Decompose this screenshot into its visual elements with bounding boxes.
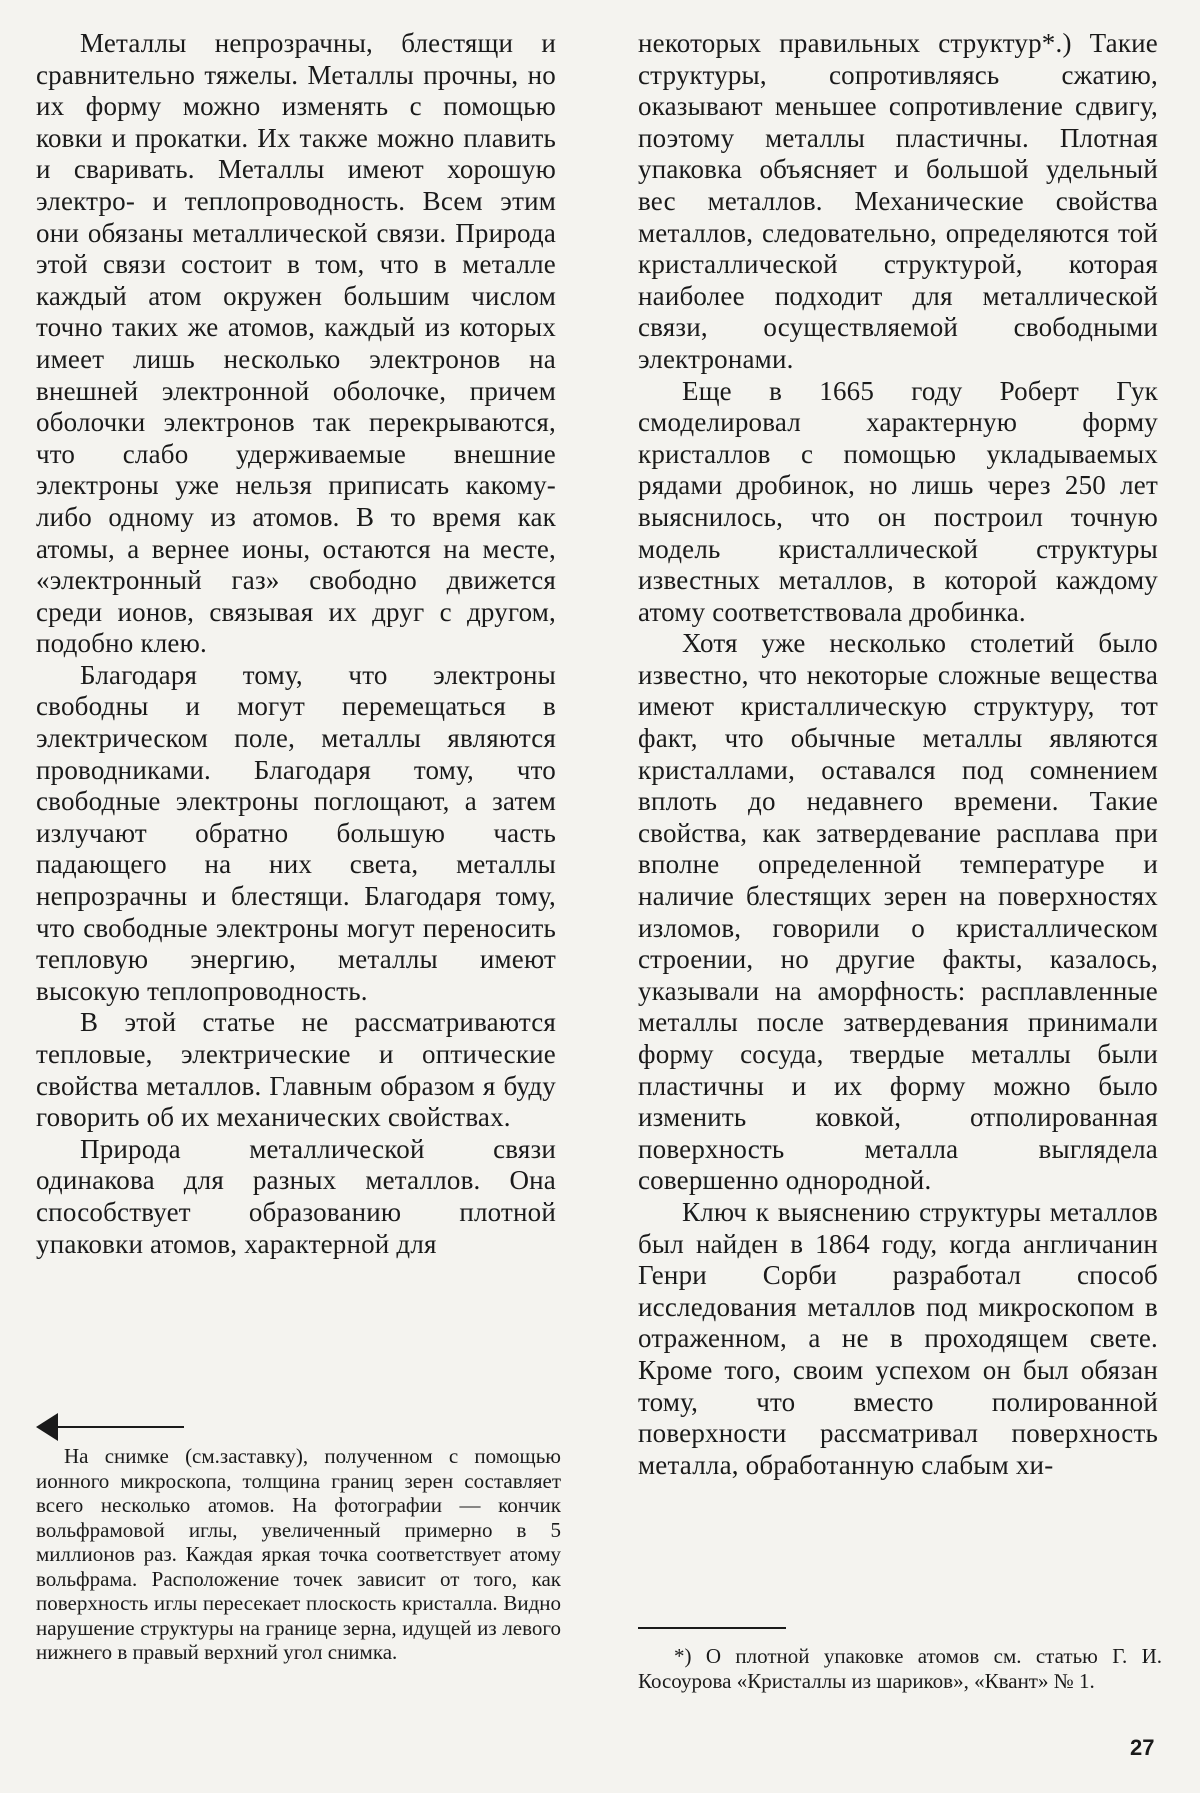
- paragraph: Природа металлической связи одинакова для разных металлов. Она способствует образованию плотной упаковки атомов, характерной для: [36, 1133, 556, 1259]
- paragraph: Хотя уже несколько столетий было известно, что некоторые сложные вещества имеют кристаллическую структуру, тот факт, что обычные металлы являются кристаллами, оставался под сомнением вплоть до недавнего времени. Такие свойства, как затвердевание расплава при вполне определенной температуре и наличие блестящих зерен на поверхностях изломов, говорили о кристаллическом строении, но другие факты, казалось, указывали на аморфность: расплавленные металлы после затвердевания принимали форму сосуда, твердые металлы были пластичны и их форму можно было изменить ковкой, отполированная поверхность металла выглядела совершенно однородной.: [638, 628, 1158, 1196]
- right-column: [638, 28, 1158, 1481]
- photo-caption: На снимке (см.заставку), полученном с помощью ионного микроскопа, толщина границ зерен составляет всего несколько атомов. На фотографии — кончик вольфрамовой иглы, увеличенный примерно в 5 миллионов раз. Каждая яркая точка соответствует атому вольфрама. Расположение точек зависит от того, как поверхность иглы пересекает плоскость кристалла. Видно нарушение структуры на границе зерна, идущей из левого нижнего в правый верхний угол снимка.: [36, 1444, 561, 1664]
- paragraph: В этой статье не рассматриваются тепловые, электрические и оптические свойства металлов. Главным образом я буду говорить об их механических свойствах.: [36, 1007, 556, 1133]
- footnote: *) О плотной упаковке атомов см. статью Г. И. Косоурова «Кристаллы из шариков», «Квант» № 1.: [638, 1644, 1162, 1693]
- page-number: 27: [1130, 1735, 1155, 1760]
- paragraph: Еще в 1665 году Роберт Гук смоделировал характерную форму кристаллов с помощью укладываемых рядами дробинок, но лишь через 250 лет выяснилось, что он построил точную модель кристаллической структуры известных металлов, в которой каждому атому соответствовала дробинка.: [638, 375, 1158, 627]
- footnote-divider: [638, 1627, 786, 1629]
- paragraph: Ключ к выяснению структуры металлов был найден в 1864 году, когда англичанин Генри Сорби разработал способ исследования металлов под микроскопом в отраженном, а не в проходящем свете. Кроме того, своим успехом он был обязан тому, что вместо полированной поверхности рассматривал поверхность металла, обработанную слабым хи-: [638, 1196, 1158, 1480]
- paragraph: Благодаря тому, что электроны свободны и могут перемещаться в электрическом поле, металлы являются проводниками. Благодаря тому, что свободные электроны поглощают, а затем излучают обратно большую часть падающего на них света, металлы непрозрачны и блестящи. Благодаря тому, что свободные электроны могут переносить тепловую энергию, металлы имеют высокую теплопроводность.: [36, 659, 556, 1006]
- left-column: [36, 28, 556, 1260]
- paragraph-continuation: некоторых правильных структур*.) Такие структуры, сопротивляясь сжатию, оказывают меньшее сопротивление сдвигу, поэтому металлы пластичны. Плотная упаковка объясняет и большой удельный вес металлов. Механические свойства металлов, следовательно, определяются той кристаллической структурой, которая наиболее подходит для металлической связи, осуществляемой свободными электронами.: [638, 28, 1158, 374]
- paragraph: Металлы непрозрачны, блестящи и сравнительно тяжелы. Металлы прочны, но их форму можно изменять с помощью ковки и прокатки. Их также можно плавить и сваривать. Металлы имеют хорошую электро- и теплопроводность. Всем этим они обязаны металлической связи. Природа этой связи состоит в том, что в металле каждый атом окружен большим числом точно таких же атомов, каждый из которых имеет лишь несколько электронов на внешней электронной оболочке, причем оболочки электронов так перекрываются, что слабо удерживаемые внешние электроны уже нельзя приписать какому-либо одному из атомов. В то время как атомы, а вернее ионы, остаются на месте, «электронный газ» свободно движется среди ионов, связывая их друг с другом, подобно клею.: [36, 28, 556, 659]
- left-arrow-icon: [36, 1407, 186, 1447]
